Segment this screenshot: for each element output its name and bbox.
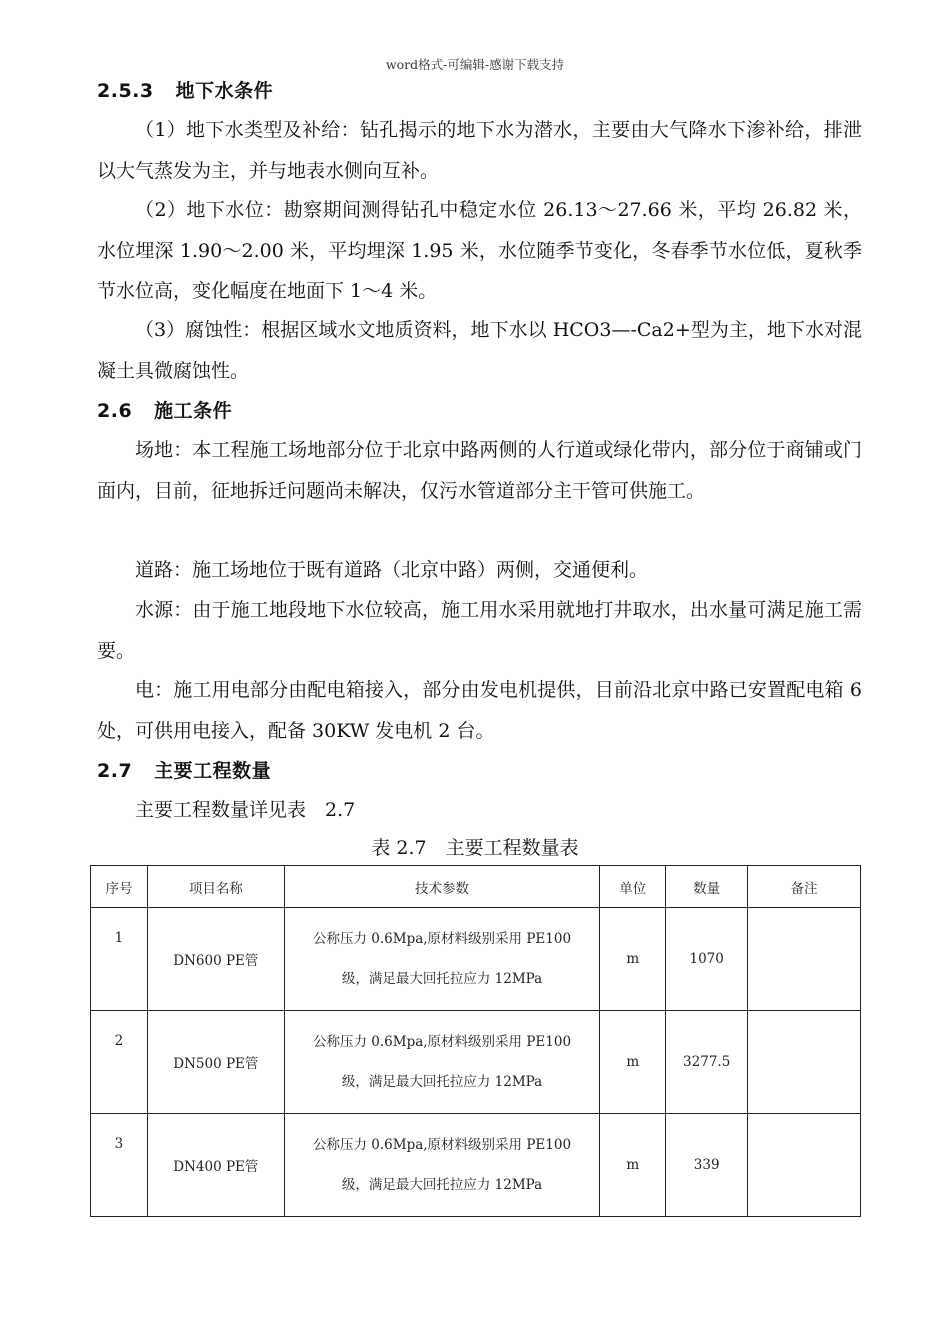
paragraph-electricity: 电：施工用电部分由配电箱接入，部分由发电机提供，目前沿北京中路已安置配电箱 6 处，可供用电接入，配备 30KW 发电机 2 台。 [97,679,862,742]
column-header-name: 项目名称 [147,866,284,908]
table-header-row [91,866,861,908]
cell-note [748,1114,861,1217]
tech-line-2: 级，满足最大回托拉应力 12MPa [341,1074,543,1090]
cell-seq: 2 [91,1011,148,1114]
table-row [91,1114,861,1217]
cell-name: DN600 PE管 [147,908,284,1011]
paragraph-groundwater-type: （1）地下水类型及补给：钻孔揭示的地下水为潜水，主要由大气降水下渗补给，排泄以大气蒸发为主，并与地表水侧向互补。 [97,119,862,182]
column-header-unit: 单位 [600,866,666,908]
cell-note [748,1011,861,1114]
paragraph-groundwater-level: （2）地下水位：勘察期间测得钻孔中稳定水位 26.13～27.66 米，平均 26.82 米，水位埋深 1.90～2.00 米，平均埋深 1.95 米，水位随季节变化，冬春季节水位低，夏秋季节水位高，变化幅度在地面下 1～4 米。 [97,199,862,302]
paragraph-quantity-ref: 主要工程数量详见表 2.7 [135,799,356,821]
cell-tech [284,1011,600,1114]
cell-qty: 1070 [666,908,748,1011]
column-header-tech: 技术参数 [284,866,600,908]
section-number: 2.6 [97,400,133,422]
cell-seq: 3 [91,1114,148,1217]
quantity-table [90,865,861,1217]
paragraph-site: 场地：本工程施工场地部分位于北京中路两侧的人行道或绿化带内，部分位于商铺或门面内，目前，征地拆迁问题尚未解决，仅污水管道部分主干管可供施工。 [97,439,862,502]
table-caption: 表 2.7 主要工程数量表 [371,837,579,859]
cell-qty: 339 [666,1114,748,1217]
section-title: 主要工程数量 [154,760,272,782]
table-row [91,1011,861,1114]
paragraph-road: 道路：施工场地位于既有道路（北京中路）两侧，交通便利。 [135,559,649,581]
column-header-note: 备注 [748,866,861,908]
section-title: 地下水条件 [175,80,274,102]
column-header-qty: 数量 [666,866,748,908]
cell-name: DN500 PE管 [147,1011,284,1114]
tech-line-2: 级，满足最大回托拉应力 12MPa [341,1177,543,1193]
paragraph-corrosion: （3）腐蚀性：根据区域水文地质资料，地下水以 HCO3—-Ca2+型为主，地下水对混凝土具微腐蚀性。 [97,319,862,382]
cell-seq: 1 [91,908,148,1011]
section-number: 2.7 [97,760,133,782]
column-header-seq: 序号 [91,866,148,908]
section-title: 施工条件 [154,400,233,422]
cell-unit: m [600,1011,666,1114]
cell-tech [284,1114,600,1217]
paragraph-water-source: 水源：由于施工地段地下水位较高，施工用水采用就地打井取水，出水量可满足施工需要。 [97,599,862,662]
table-row [91,908,861,1011]
tech-line-1: 公称压力 0.6Mpa,原材料级别采用 PE100 [312,1137,572,1153]
section-heading-2-7 [97,756,271,783]
tech-line-1: 公称压力 0.6Mpa,原材料级别采用 PE100 [312,1034,572,1050]
cell-note [748,908,861,1011]
tech-line-1: 公称压力 0.6Mpa,原材料级别采用 PE100 [312,931,572,947]
section-heading-2-5-3 [97,76,273,103]
cell-unit: m [600,1114,666,1217]
page-header: word格式-可编辑-感谢下载支持 [385,57,565,72]
tech-line-2: 级，满足最大回托拉应力 12MPa [341,971,543,987]
cell-qty: 3277.5 [666,1011,748,1114]
cell-unit: m [600,908,666,1011]
section-number: 2.5.3 [97,80,154,102]
cell-tech [284,908,600,1011]
cell-name: DN400 PE管 [147,1114,284,1217]
section-heading-2-6 [97,396,232,423]
